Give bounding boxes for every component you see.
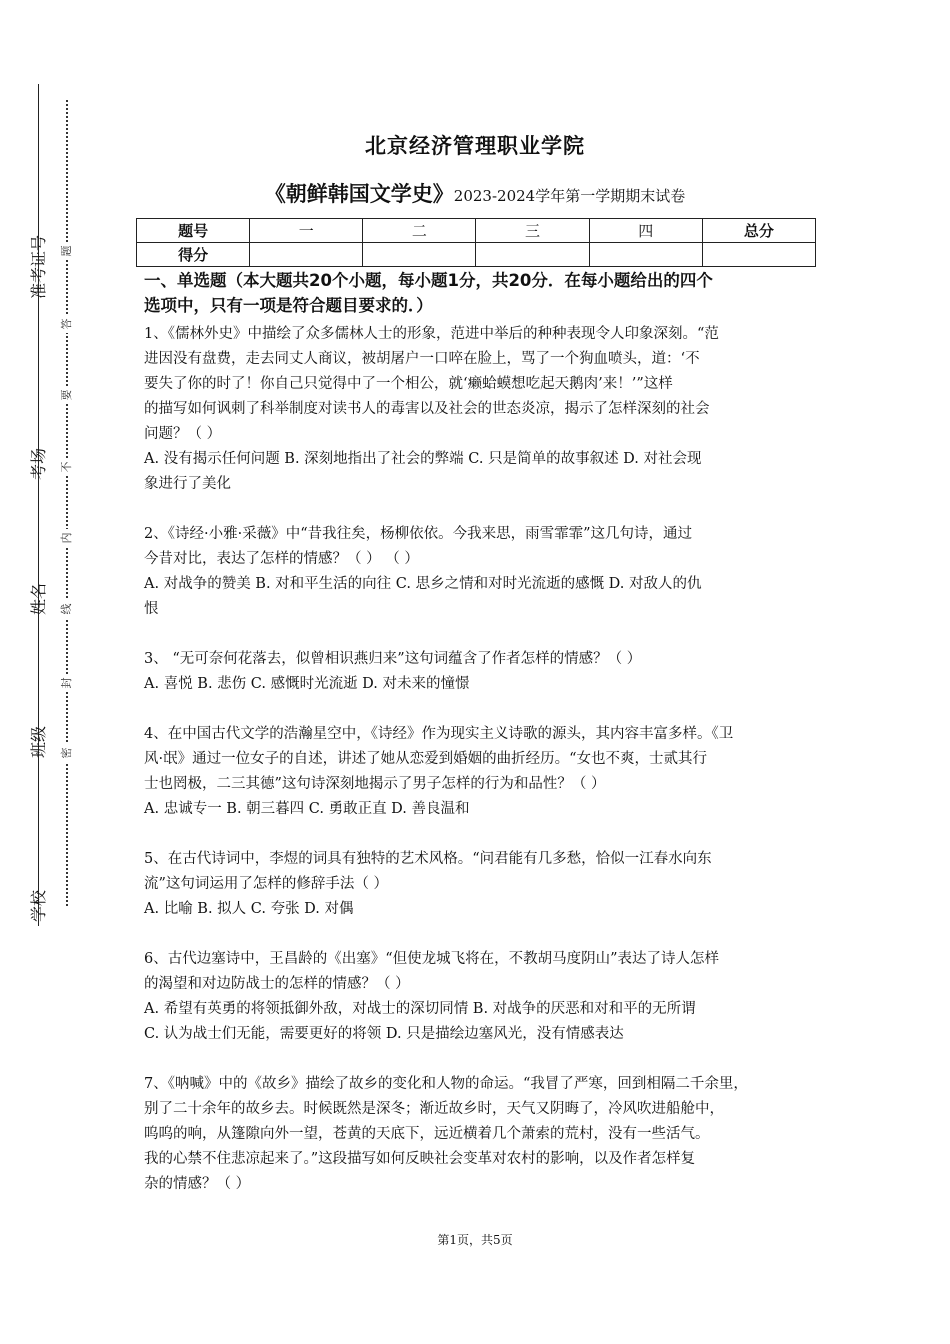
question-line: 杂的情感？（ ） <box>144 1176 251 1192</box>
seal-char: 答 <box>58 315 76 333</box>
exam-content <box>144 268 820 1222</box>
question-3 <box>144 647 820 697</box>
score-cell <box>702 243 815 267</box>
question-5 <box>144 847 820 922</box>
term-label: 2023-2024学年第一学期期末试卷 <box>453 187 686 205</box>
question-line: 进因没有盘费，走去同丈人商议，被胡屠户一口啐在脸上，骂了一个狗血喷头，道：‘不 <box>144 351 700 367</box>
margin-label-exam-number: 准考证号 <box>29 234 48 299</box>
section-heading-line: 选项中，只有一项是符合题目要求的．） <box>144 296 433 315</box>
question-1 <box>144 322 820 497</box>
margin-label-class: 班级 <box>29 725 48 758</box>
seal-char: 要 <box>58 386 76 404</box>
question-options: A. 没有揭示任何问题 B. 深刻地指出了社会的弊端 C. 只是简单的故事叙述 D. 对社会现 <box>144 451 702 467</box>
margin-label-school: 学校 <box>29 889 48 922</box>
score-table-header-row <box>137 219 816 243</box>
question-4 <box>144 722 820 822</box>
score-cell: 一 <box>250 219 363 243</box>
margin-solid-line <box>38 84 39 926</box>
question-line: 士也罔极，二三其德”这句诗深刻地揭示了男子怎样的行为和品性？（ ） <box>144 776 606 792</box>
section-heading <box>144 268 820 318</box>
score-cell: 总分 <box>702 219 815 243</box>
question-options: 恨 <box>144 601 159 617</box>
question-line: 4、在中国古代文学的浩瀚星空中，《诗经》作为现实主义诗歌的源头，其内容丰富多样。《卫 <box>144 726 734 742</box>
course-name: 《朝鲜韩国文学史》 <box>264 182 454 206</box>
question-line: 风·氓》通过一位女子的自述，讲述了她从恋爱到婚姻的曲折经历。“女也不爽，士贰其行 <box>144 751 708 767</box>
question-line: 我的心禁不住悲凉起来了。”这段描写如何反映社会变革对农村的影响，以及作者怎样复 <box>144 1151 696 1167</box>
score-cell: 题号 <box>137 219 250 243</box>
question-line: 2、《诗经·小雅·采薇》中“昔我往矣，杨柳依依。今我来思，雨雪霏霏”这几句诗，通过 <box>144 526 693 542</box>
question-options: A. 对战争的赞美 B. 对和平生活的向往 C. 思乡之情和对时光流逝的感慨 D. 对敌人的仇 <box>144 576 702 592</box>
question-line: 要失了你的时了！你自己只觉得中了一个相公，就‘癞蛤蟆想吃起天鹅肉’来！’”这样 <box>144 376 673 392</box>
question-2 <box>144 522 820 622</box>
question-line: 今昔对比，表达了怎样的情感？（ ） （ ） <box>144 551 419 567</box>
question-options: 象进行了美化 <box>144 476 231 492</box>
question-line: 的渴望和对边防战士的怎样的情感？（ ） <box>144 976 410 992</box>
score-cell <box>363 243 476 267</box>
margin-label-name: 姓名 <box>29 582 48 615</box>
exam-subtitle <box>0 178 950 208</box>
seal-dotted-line <box>66 100 68 906</box>
seal-char: 封 <box>58 674 76 692</box>
score-cell: 四 <box>589 219 702 243</box>
question-line: 呜呜的响，从篷隙向外一望，苍黄的天底下，远近横着几个萧索的荒村，没有一些活气。 <box>144 1126 710 1142</box>
score-cell <box>476 243 589 267</box>
question-6 <box>144 947 820 1047</box>
question-line: 5、在古代诗词中，李煜的词具有独特的艺术风格。“问君能有几多愁，恰似一江春水向东 <box>144 851 712 867</box>
question-line: 6、古代边塞诗中，王昌龄的《出塞》“但使龙城飞将在，不教胡马度阴山”表达了诗人怎样 <box>144 951 720 967</box>
question-options: A. 喜悦 B. 悲伤 C. 感慨时光流逝 D. 对未来的憧憬 <box>144 676 470 692</box>
margin-label-exam-room: 考场 <box>29 447 48 480</box>
section-heading-line: 一、单选题（本大题共20个小题，每小题1分，共20分．在每小题给出的四个 <box>144 271 713 290</box>
question-line: 的描写如何讽刺了科举制度对读书人的毒害以及社会的世态炎凉，揭示了怎样深刻的社会 <box>144 401 710 417</box>
score-cell: 二 <box>363 219 476 243</box>
seal-char: 不 <box>58 458 76 476</box>
question-line: 7、《呐喊》中的《故乡》描绘了故乡的变化和人物的命运。“我冒了严寒，回到相隔二千余里， <box>144 1076 748 1092</box>
question-line: 问题？（ ） <box>144 426 222 442</box>
seal-char: 密 <box>58 744 76 762</box>
seal-char: 内 <box>58 529 76 547</box>
score-table-score-row <box>137 243 816 267</box>
score-cell <box>589 243 702 267</box>
score-cell: 三 <box>476 219 589 243</box>
question-options: A. 比喻 B. 拟人 C. 夸张 D. 对偶 <box>144 901 354 917</box>
question-line: 流”这句词运用了怎样的修辞手法（ ） <box>144 876 389 892</box>
score-table <box>136 218 816 267</box>
question-options: A. 希望有英勇的将领抵御外敌，对战士的深切同情 B. 对战争的厌恶和对和平的无所谓 <box>144 1001 696 1017</box>
page-number: 第1页，共5页 <box>437 1233 513 1247</box>
question-line: 3、 “无可奈何花落去，似曾相识燕归来”这句词蕴含了作者怎样的情感？（ ） <box>144 651 642 667</box>
question-line: 1、《儒林外史》中描绘了众多儒林人士的形象，范进中举后的种种表现令人印象深刻。“范 <box>144 326 719 342</box>
institution-title: 北京经济管理职业学院 <box>365 134 585 158</box>
question-7 <box>144 1072 820 1197</box>
seal-char: 线 <box>58 600 76 618</box>
question-options: A. 忠诚专一 B. 朝三暮四 C. 勇敢正直 D. 善良温和 <box>144 801 470 817</box>
question-options: C. 认为战士们无能，需要更好的将领 D. 只是描绘边塞风光，没有情感表达 <box>144 1026 624 1042</box>
seal-char: 题 <box>58 242 76 260</box>
score-cell: 得分 <box>137 243 250 267</box>
question-line: 别了二十余年的故乡去。时候既然是深冬；渐近故乡时，天气又阴晦了，冷风吹进船舱中， <box>144 1101 724 1117</box>
score-cell <box>250 243 363 267</box>
